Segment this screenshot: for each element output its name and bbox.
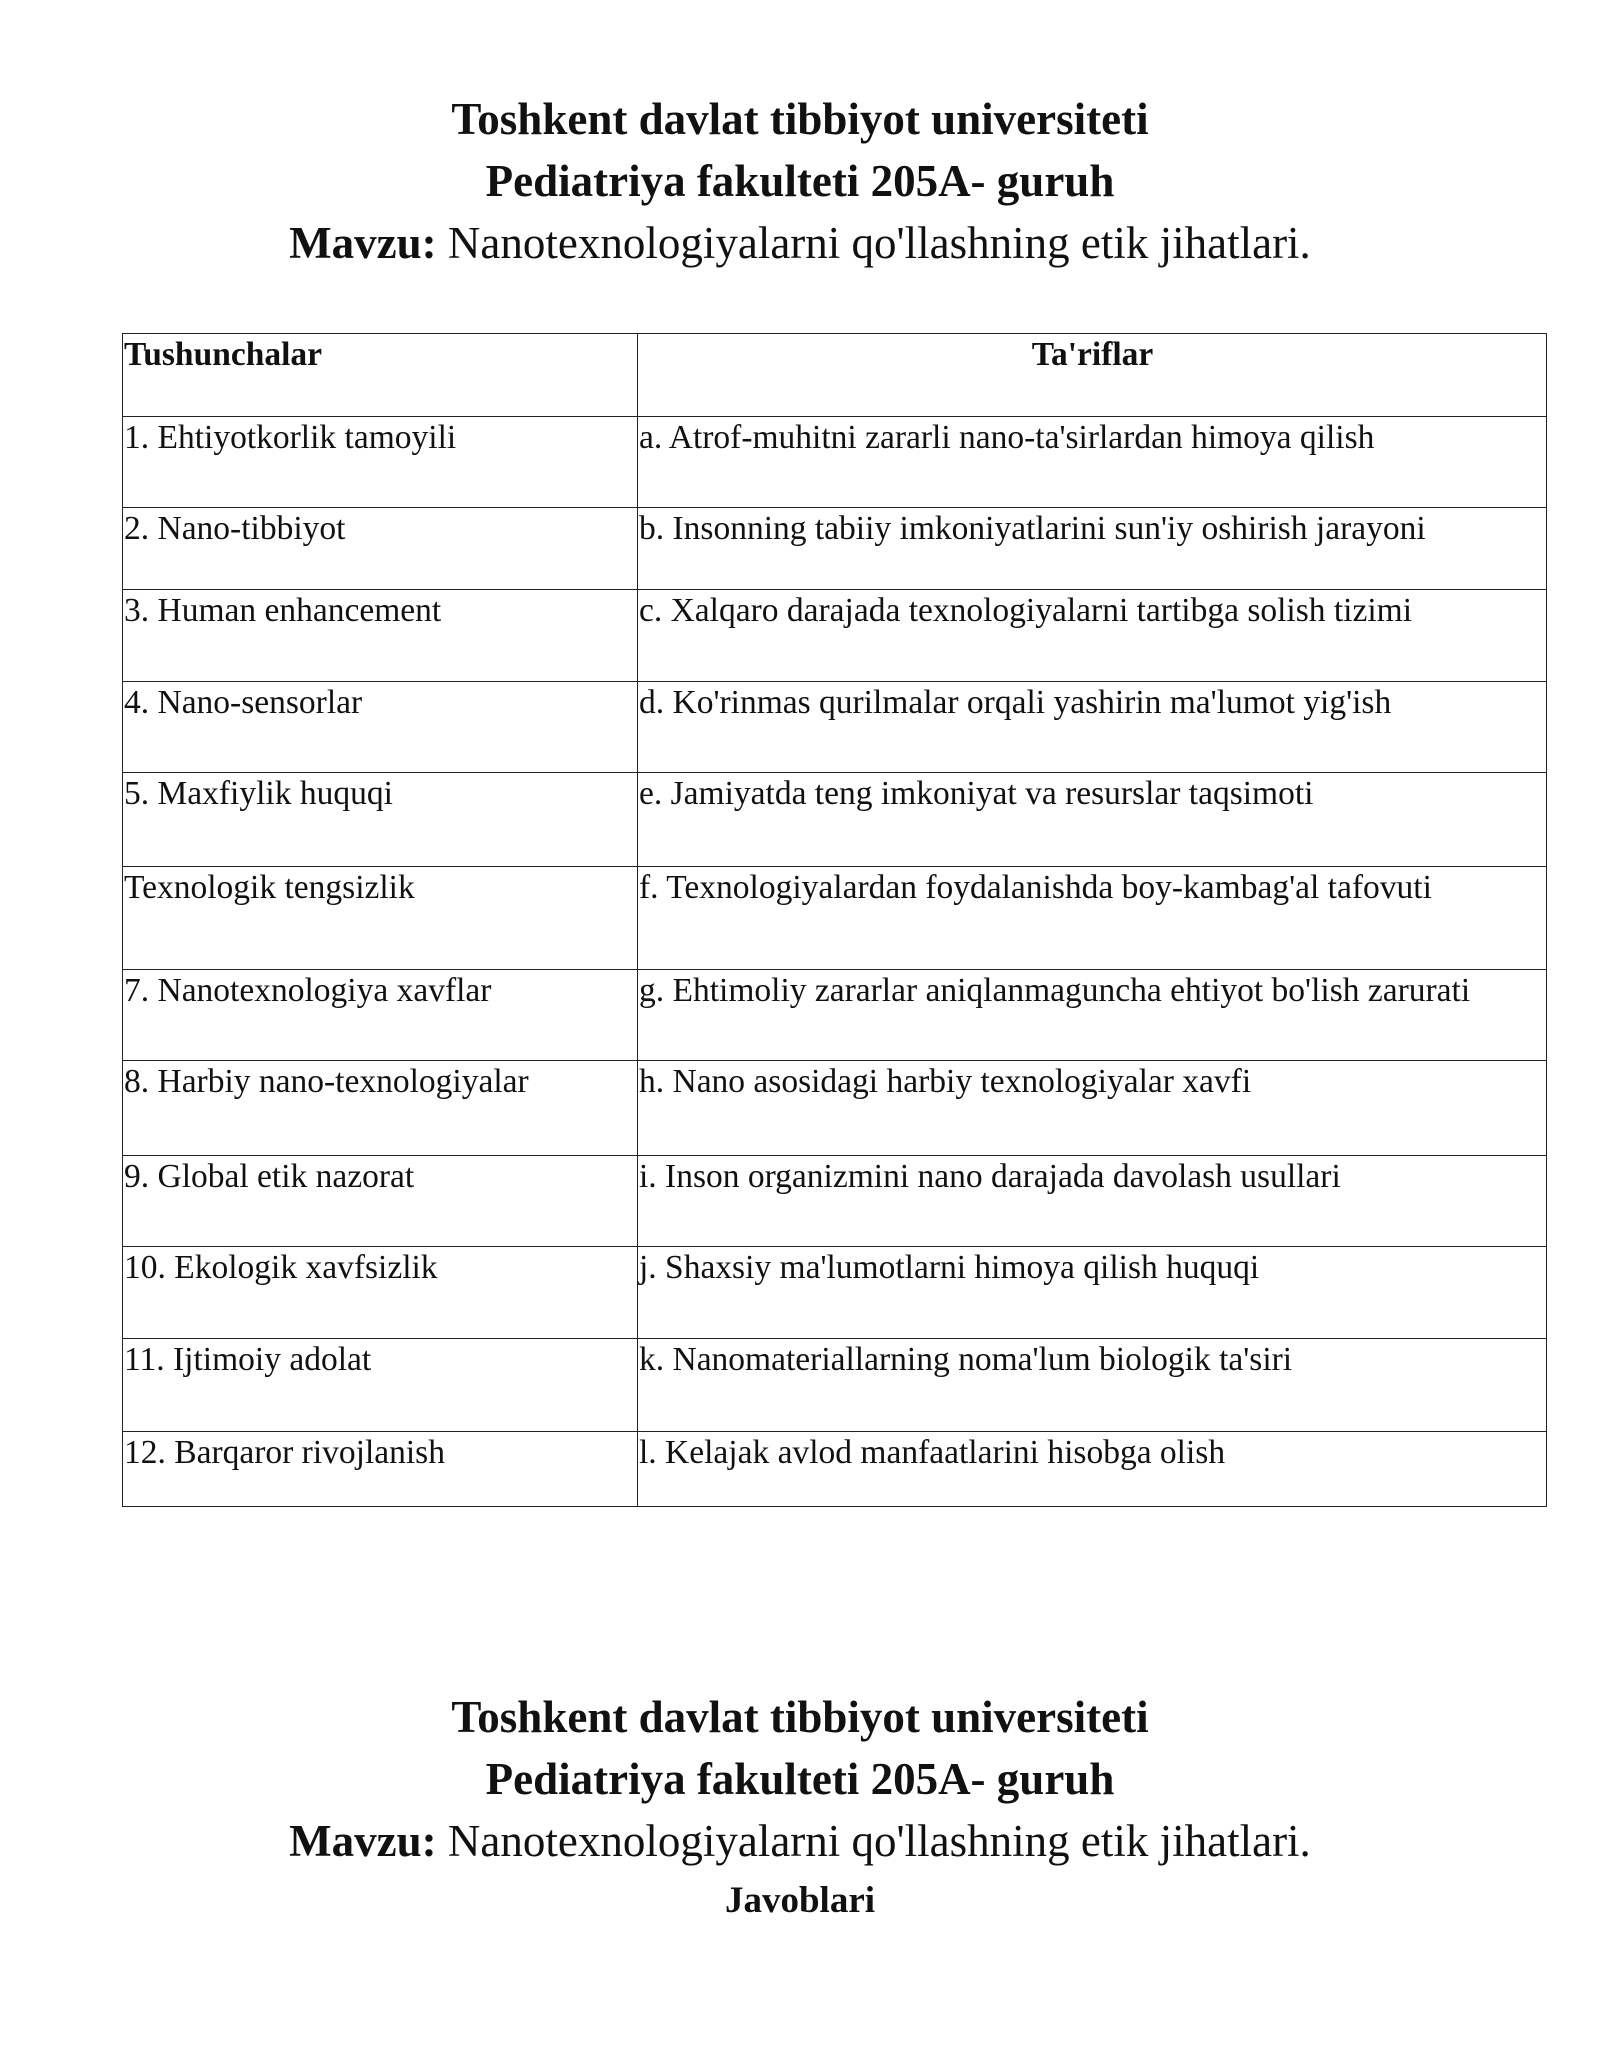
term-cell: 9. Global etik nazorat <box>123 1156 638 1247</box>
definition-cell: f. Texnologiyalardan foydalanishda boy-kambag'al tafovuti <box>638 867 1547 970</box>
definition-cell: h. Nano asosidagi harbiy texnologiyalar xavfi <box>638 1061 1547 1156</box>
term-cell: 5. Maxfiylik huquqi <box>123 773 638 867</box>
topic-label: Mavzu: <box>289 218 437 268</box>
topic-text: Nanotexnologiyalarni qo'llashning etik jihatlari. <box>436 218 1311 268</box>
faculty-group: Pediatriya fakulteti 205A- guruh <box>485 1754 1115 1804</box>
column-header-definitions: Ta'riflar <box>638 334 1547 417</box>
answers-header <box>0 1686 1600 1930</box>
faculty-group: Pediatriya fakulteti 205A- guruh <box>485 156 1115 206</box>
term-cell: 10. Ekologik xavfsizlik <box>123 1247 638 1339</box>
definition-cell: c. Xalqaro darajada texnologiyalarni tartibga solish tizimi <box>638 590 1547 682</box>
table-header-row <box>123 334 1547 417</box>
terms-definitions-table <box>122 333 1547 1507</box>
table-row <box>123 773 1547 867</box>
document-header <box>0 88 1600 274</box>
column-header-terms: Tushunchalar <box>123 334 638 417</box>
topic-label: Mavzu: <box>289 1816 437 1866</box>
term-cell: 2. Nano-tibbiyot <box>123 508 638 590</box>
definition-cell: a. Atrof-muhitni zararli nano-ta'sirlardan himoya qilish <box>638 417 1547 508</box>
definition-cell: e. Jamiyatda teng imkoniyat va resurslar taqsimoti <box>638 773 1547 867</box>
table-row <box>123 867 1547 970</box>
topic-text: Nanotexnologiyalarni qo'llashning etik jihatlari. <box>436 1816 1311 1866</box>
table-row <box>123 1339 1547 1432</box>
term-cell: Texnologik tengsizlik <box>123 867 638 970</box>
table-row <box>123 508 1547 590</box>
definition-cell: g. Ehtimoliy zararlar aniqlanmaguncha ehtiyot bo'lish zarurati <box>638 970 1547 1061</box>
table-row <box>123 417 1547 508</box>
term-cell: 7. Nanotexnologiya xavflar <box>123 970 638 1061</box>
topic-line <box>0 1810 1600 1872</box>
definition-cell: d. Ko'rinmas qurilmalar orqali yashirin ma'lumot yig'ish <box>638 682 1547 773</box>
table-row <box>123 1432 1547 1507</box>
table-row <box>123 970 1547 1061</box>
table-row <box>123 1247 1547 1339</box>
university-name: Toshkent davlat tibbiyot universiteti <box>451 94 1149 144</box>
definition-cell: j. Shaxsiy ma'lumotlarni himoya qilish huquqi <box>638 1247 1547 1339</box>
topic-line <box>0 212 1600 274</box>
term-cell: 11. Ijtimoiy adolat <box>123 1339 638 1432</box>
table-row <box>123 1156 1547 1247</box>
definition-cell: i. Inson organizmini nano darajada davolash usullari <box>638 1156 1547 1247</box>
table-row <box>123 1061 1547 1156</box>
term-cell: 1. Ehtiyotkorlik tamoyili <box>123 417 638 508</box>
definition-cell: l. Kelajak avlod manfaatlarini hisobga olish <box>638 1432 1547 1507</box>
table-row <box>123 682 1547 773</box>
term-cell: 3. Human enhancement <box>123 590 638 682</box>
university-name: Toshkent davlat tibbiyot universiteti <box>451 1692 1149 1742</box>
table-row <box>123 590 1547 682</box>
term-cell: 8. Harbiy nano-texnologiyalar <box>123 1061 638 1156</box>
definition-cell: b. Insonning tabiiy imkoniyatlarini sun'iy oshirish jarayoni <box>638 508 1547 590</box>
term-cell: 12. Barqaror rivojlanish <box>123 1432 638 1507</box>
term-cell: 4. Nano-sensorlar <box>123 682 638 773</box>
definition-cell: k. Nanomateriallarning noma'lum biologik ta'siri <box>638 1339 1547 1432</box>
answers-title: Javoblari <box>724 1880 876 1921</box>
